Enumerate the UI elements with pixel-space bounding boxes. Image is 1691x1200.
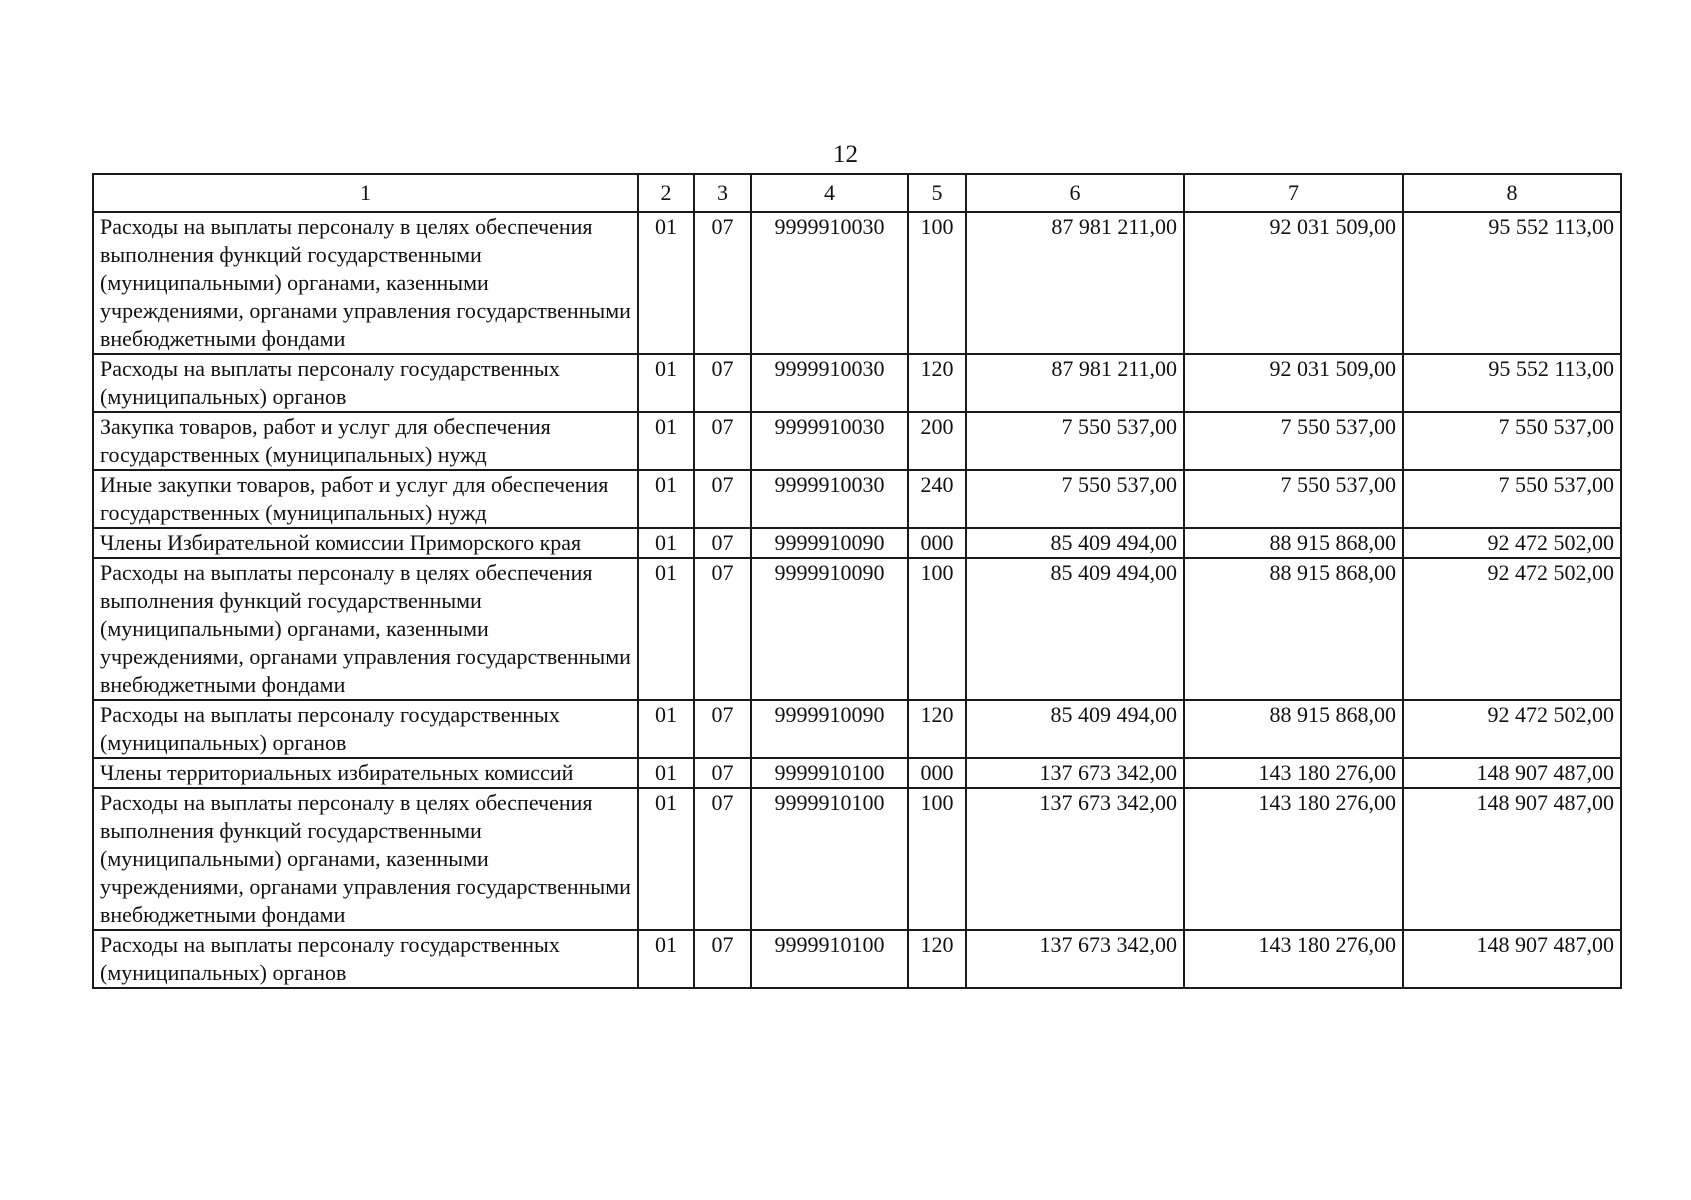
- row-description: Расходы на выплаты персоналу в целях обеспечения выполнения функций государственными (муниципальными) органами, казенными учреждениями, органами управления государственными внебюджетными фондами: [93, 212, 638, 354]
- target-article-code: 9999910090: [751, 558, 908, 700]
- column-header-8: 8: [1403, 174, 1621, 212]
- row-description: Расходы на выплаты персоналу государственных (муниципальных) органов: [93, 930, 638, 988]
- amount-col-8: 148 907 487,00: [1403, 930, 1621, 988]
- amount-col-8: 95 552 113,00: [1403, 354, 1621, 412]
- expense-type-code: 200: [908, 412, 966, 470]
- header-row: [93, 174, 1621, 212]
- subsection-code: 07: [694, 700, 751, 758]
- amount-col-7: 143 180 276,00: [1184, 788, 1403, 930]
- expense-type-code: 120: [908, 354, 966, 412]
- table-row: [93, 528, 1621, 558]
- amount-col-6: 137 673 342,00: [966, 758, 1184, 788]
- section-code: 01: [638, 700, 694, 758]
- page-number: 12: [833, 141, 858, 168]
- expense-type-code: 000: [908, 528, 966, 558]
- amount-col-7: 92 031 509,00: [1184, 354, 1403, 412]
- expense-type-code: 120: [908, 700, 966, 758]
- amount-col-8: 95 552 113,00: [1403, 212, 1621, 354]
- target-article-code: 9999910030: [751, 412, 908, 470]
- row-description: Закупка товаров, работ и услуг для обеспечения государственных (муниципальных) нужд: [93, 412, 638, 470]
- row-description: Расходы на выплаты персоналу государственных (муниципальных) органов: [93, 700, 638, 758]
- subsection-code: 07: [694, 212, 751, 354]
- column-header-7: 7: [1184, 174, 1403, 212]
- column-header-1: 1: [93, 174, 638, 212]
- amount-col-6: 85 409 494,00: [966, 558, 1184, 700]
- row-description: Иные закупки товаров, работ и услуг для обеспечения государственных (муниципальных) нужд: [93, 470, 638, 528]
- amount-col-8: 148 907 487,00: [1403, 788, 1621, 930]
- table-row: [93, 212, 1621, 354]
- expense-type-code: 100: [908, 788, 966, 930]
- expense-type-code: 100: [908, 558, 966, 700]
- amount-col-7: 88 915 868,00: [1184, 700, 1403, 758]
- amount-col-8: 92 472 502,00: [1403, 558, 1621, 700]
- subsection-code: 07: [694, 758, 751, 788]
- target-article-code: 9999910030: [751, 470, 908, 528]
- table-row: [93, 470, 1621, 528]
- amount-col-7: 88 915 868,00: [1184, 558, 1403, 700]
- section-code: 01: [638, 558, 694, 700]
- amount-col-6: 137 673 342,00: [966, 930, 1184, 988]
- subsection-code: 07: [694, 470, 751, 528]
- amount-col-8: 7 550 537,00: [1403, 470, 1621, 528]
- section-code: 01: [638, 212, 694, 354]
- amount-col-8: 148 907 487,00: [1403, 758, 1621, 788]
- subsection-code: 07: [694, 354, 751, 412]
- amount-col-6: 7 550 537,00: [966, 412, 1184, 470]
- target-article-code: 9999910100: [751, 930, 908, 988]
- amount-col-6: 7 550 537,00: [966, 470, 1184, 528]
- row-description: Члены территориальных избирательных комиссий: [93, 758, 638, 788]
- amount-col-7: 143 180 276,00: [1184, 930, 1403, 988]
- amount-col-7: 143 180 276,00: [1184, 758, 1403, 788]
- table-row: [93, 412, 1621, 470]
- expense-type-code: 100: [908, 212, 966, 354]
- amount-col-7: 88 915 868,00: [1184, 528, 1403, 558]
- target-article-code: 9999910100: [751, 788, 908, 930]
- subsection-code: 07: [694, 412, 751, 470]
- row-description: Расходы на выплаты персоналу в целях обеспечения выполнения функций государственными (муниципальными) органами, казенными учреждениями, органами управления государственными внебюджетными фондами: [93, 788, 638, 930]
- expense-type-code: 120: [908, 930, 966, 988]
- subsection-code: 07: [694, 528, 751, 558]
- row-description: Расходы на выплаты персоналу в целях обеспечения выполнения функций государственными (муниципальными) органами, казенными учреждениями, органами управления государственными внебюджетными фондами: [93, 558, 638, 700]
- table-row: [93, 930, 1621, 988]
- column-header-4: 4: [751, 174, 908, 212]
- column-header-2: 2: [638, 174, 694, 212]
- amount-col-6: 85 409 494,00: [966, 528, 1184, 558]
- budget-table: [92, 173, 1622, 989]
- table-row: [93, 788, 1621, 930]
- amount-col-8: 92 472 502,00: [1403, 700, 1621, 758]
- column-header-6: 6: [966, 174, 1184, 212]
- target-article-code: 9999910030: [751, 354, 908, 412]
- amount-col-8: 92 472 502,00: [1403, 528, 1621, 558]
- target-article-code: 9999910030: [751, 212, 908, 354]
- amount-col-7: 92 031 509,00: [1184, 212, 1403, 354]
- column-header-5: 5: [908, 174, 966, 212]
- section-code: 01: [638, 528, 694, 558]
- section-code: 01: [638, 930, 694, 988]
- amount-col-8: 7 550 537,00: [1403, 412, 1621, 470]
- section-code: 01: [638, 470, 694, 528]
- amount-col-7: 7 550 537,00: [1184, 470, 1403, 528]
- amount-col-6: 87 981 211,00: [966, 354, 1184, 412]
- subsection-code: 07: [694, 558, 751, 700]
- table-row: [93, 354, 1621, 412]
- row-description: Расходы на выплаты персоналу государственных (муниципальных) органов: [93, 354, 638, 412]
- subsection-code: 07: [694, 930, 751, 988]
- target-article-code: 9999910090: [751, 528, 908, 558]
- expense-type-code: 240: [908, 470, 966, 528]
- target-article-code: 9999910100: [751, 758, 908, 788]
- row-description: Члены Избирательной комиссии Приморского края: [93, 528, 638, 558]
- amount-col-7: 7 550 537,00: [1184, 412, 1403, 470]
- expense-type-code: 000: [908, 758, 966, 788]
- target-article-code: 9999910090: [751, 700, 908, 758]
- column-header-3: 3: [694, 174, 751, 212]
- section-code: 01: [638, 354, 694, 412]
- table-row: [93, 700, 1621, 758]
- table-row: [93, 558, 1621, 700]
- amount-col-6: 87 981 211,00: [966, 212, 1184, 354]
- table-row: [93, 758, 1621, 788]
- section-code: 01: [638, 758, 694, 788]
- amount-col-6: 85 409 494,00: [966, 700, 1184, 758]
- amount-col-6: 137 673 342,00: [966, 788, 1184, 930]
- section-code: 01: [638, 412, 694, 470]
- section-code: 01: [638, 788, 694, 930]
- subsection-code: 07: [694, 788, 751, 930]
